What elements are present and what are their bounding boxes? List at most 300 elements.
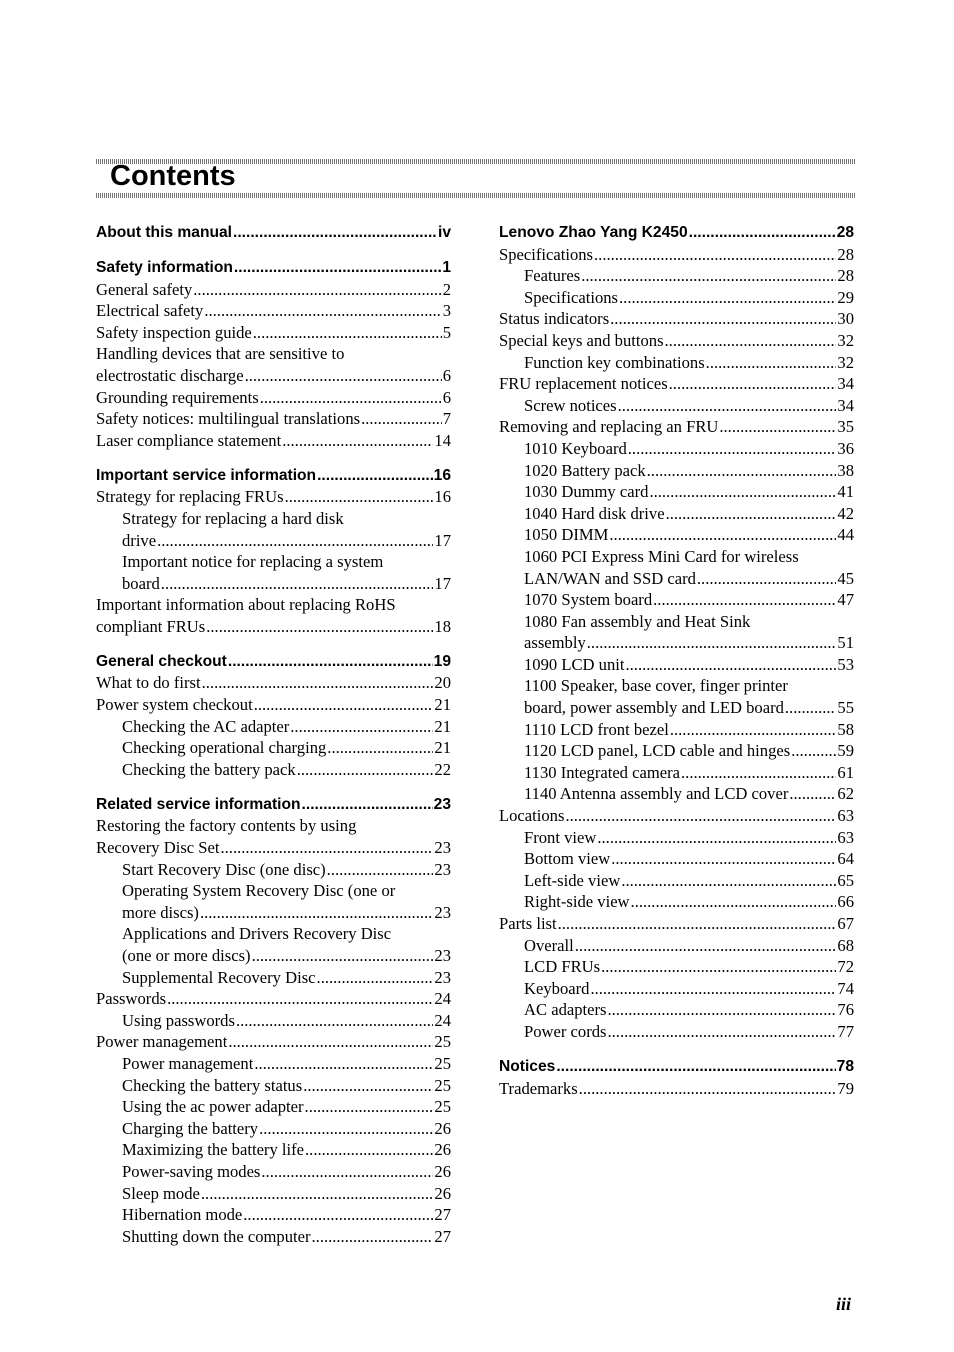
toc-subsection-link[interactable] xyxy=(96,1053,451,1075)
dot-leader xyxy=(302,794,433,816)
toc-page-number: 61 xyxy=(837,762,854,782)
toc-page-number: 34 xyxy=(837,374,854,394)
toc-subsection-link[interactable] xyxy=(96,716,451,738)
toc-page-number: 16 xyxy=(434,487,451,507)
toc-entry-title: Start Recovery Disc (one disc) xyxy=(122,859,326,879)
toc-section-link[interactable] xyxy=(96,616,451,638)
toc-entry-title-line: Restoring the factory contents by using xyxy=(96,816,357,836)
toc-section-link[interactable] xyxy=(96,694,451,716)
toc-entry-title: Laser compliance statement xyxy=(96,430,282,450)
toc-subsection-link[interactable] xyxy=(499,848,854,870)
dot-leader xyxy=(260,387,442,409)
toc-entry-title: 1020 Battery pack xyxy=(524,460,646,480)
toc-page-number: 29 xyxy=(837,287,854,307)
page-number: iii xyxy=(836,1294,852,1314)
toc-page-number: 26 xyxy=(434,1161,451,1181)
toc-entry-title: Status indicators xyxy=(499,309,610,329)
dot-leader xyxy=(312,1226,434,1248)
dot-leader xyxy=(317,465,433,487)
toc-subsection-link[interactable] xyxy=(499,935,854,957)
toc-section-link[interactable] xyxy=(96,1031,451,1053)
toc-entry-title: Bottom view xyxy=(524,849,611,869)
title-rule-bottom xyxy=(96,193,856,198)
toc-page-number: 5 xyxy=(442,322,451,342)
toc-subsection-link[interactable] xyxy=(96,1139,451,1161)
toc-entry-title: 1010 Keyboard xyxy=(524,438,627,458)
toc-subsection-link[interactable] xyxy=(499,460,854,482)
toc-section-link[interactable] xyxy=(499,913,854,935)
dot-leader xyxy=(327,859,434,881)
toc-section-link[interactable] xyxy=(96,430,451,452)
toc-entry-title-line: Important information about replacing RoHS xyxy=(96,595,396,615)
toc-entry-title: Electrical safety xyxy=(96,301,204,321)
toc-page-number: 26 xyxy=(434,1118,451,1138)
toc-section-link[interactable] xyxy=(96,837,451,859)
toc-subsection-link[interactable] xyxy=(96,573,451,595)
toc-chapter-link[interactable] xyxy=(499,222,854,244)
toc-subsection-link[interactable] xyxy=(499,1021,854,1043)
toc-entry-title: Safety information xyxy=(96,258,233,276)
toc-page-number: 17 xyxy=(434,530,451,550)
toc-subsection-link[interactable] xyxy=(96,1226,451,1248)
toc-page-number: 65 xyxy=(837,870,854,890)
toc-entry-title: Specifications xyxy=(499,244,594,264)
dot-leader xyxy=(706,352,837,374)
dot-leader xyxy=(254,694,434,716)
toc-section-link[interactable] xyxy=(96,279,451,301)
toc-entry-title: Locations xyxy=(499,806,565,826)
toc-subsection-link[interactable] xyxy=(96,1183,451,1205)
toc-subsection-link[interactable] xyxy=(499,503,854,525)
dot-leader xyxy=(252,945,434,967)
toc-section-link[interactable] xyxy=(499,244,854,266)
dot-leader xyxy=(161,573,434,595)
dot-leader xyxy=(608,1021,837,1043)
dot-leader xyxy=(167,988,433,1010)
toc-entry-title: Parts list xyxy=(499,914,557,933)
dot-leader xyxy=(228,651,433,673)
toc-page-number: 23 xyxy=(434,902,451,922)
dot-leader xyxy=(575,935,837,957)
toc-page-number: 26 xyxy=(434,1140,451,1160)
dot-leader xyxy=(587,632,837,654)
toc-page-number: 28 xyxy=(837,266,854,286)
toc-page-number: 35 xyxy=(837,417,854,437)
toc-entry-title: Checking the battery pack xyxy=(122,759,296,779)
toc-page-number: 21 xyxy=(434,716,451,736)
toc-entry-title: General checkout xyxy=(96,652,227,670)
dot-leader xyxy=(233,222,437,244)
page-title: Contents xyxy=(110,160,236,192)
toc-subsection-link[interactable] xyxy=(499,568,854,590)
toc-entry-title: 1090 LCD unit xyxy=(524,654,625,674)
dot-leader xyxy=(670,719,837,741)
toc-page-number: 32 xyxy=(837,352,854,372)
toc-entry-title: 1130 Integrated camera xyxy=(524,762,681,782)
dot-leader xyxy=(689,222,836,244)
toc-entry-title: What to do first xyxy=(96,673,201,693)
toc-subsection-link[interactable] xyxy=(96,902,451,924)
toc-section-link[interactable] xyxy=(96,672,451,694)
toc-page-number: 22 xyxy=(434,759,451,779)
toc-entry-title: 1050 DIMM xyxy=(524,525,609,545)
toc-section-link[interactable] xyxy=(499,1078,854,1100)
dot-leader xyxy=(558,913,837,935)
toc-entry-title: Power cords xyxy=(524,1021,607,1041)
toc-page-number: 64 xyxy=(837,849,854,869)
toc-page-number: 25 xyxy=(434,1075,451,1095)
toc-entry-title: Notices xyxy=(499,1057,556,1075)
dot-leader xyxy=(254,1053,433,1075)
dot-leader xyxy=(200,902,433,924)
toc-subsection-link[interactable] xyxy=(96,1010,451,1032)
dot-leader xyxy=(697,568,837,590)
toc-page-number: 63 xyxy=(837,806,854,826)
toc-subsection-link[interactable] xyxy=(499,438,854,460)
toc-entry-title: Supplemental Recovery Disc xyxy=(122,967,316,987)
toc-chapter-link[interactable] xyxy=(96,222,451,244)
dot-leader xyxy=(202,672,434,694)
toc-subsection-link[interactable] xyxy=(499,395,854,417)
dot-leader xyxy=(681,762,836,784)
toc-section-link[interactable] xyxy=(499,373,854,395)
toc-entry-title: Checking the battery status xyxy=(122,1075,303,1095)
toc-subsection-link[interactable] xyxy=(499,783,854,805)
toc-subsection-link[interactable] xyxy=(96,737,451,759)
toc-subsection-link[interactable] xyxy=(499,891,854,913)
dot-leader xyxy=(234,257,441,279)
toc-entry-title: Power system checkout xyxy=(96,695,253,715)
toc-entry-title-line: 1080 Fan assembly and Heat Sink xyxy=(524,611,751,631)
dot-leader xyxy=(193,279,441,301)
toc-subsection-link[interactable] xyxy=(499,632,854,654)
toc-subsection-link[interactable] xyxy=(499,870,854,892)
toc-page-number: 6 xyxy=(442,387,451,407)
toc-entry-title-line: Handling devices that are sensitive to xyxy=(96,344,345,364)
toc-entry-title: Strategy for replacing FRUs xyxy=(96,487,284,507)
toc-page-number: 68 xyxy=(837,935,854,955)
dot-leader xyxy=(621,870,836,892)
toc-page-number: 18 xyxy=(434,616,451,636)
toc-page-number: 77 xyxy=(837,1021,854,1041)
toc-section-link[interactable] xyxy=(96,300,451,322)
toc-chapter-link[interactable] xyxy=(96,465,451,487)
toc-entry-title: LCD FRUs xyxy=(524,957,601,977)
toc-entry-title: Related service information xyxy=(96,795,301,813)
toc-entry-title: board, power assembly and LED board xyxy=(524,698,784,718)
toc-page-number: 23 xyxy=(434,859,451,879)
toc-entry-title-line: Important notice for replacing a system xyxy=(122,552,384,572)
toc-page-number: 72 xyxy=(837,957,854,977)
dot-leader xyxy=(297,759,434,781)
toc-entry-title: more discs) xyxy=(122,902,199,922)
dot-leader xyxy=(607,999,836,1021)
toc-page-number: 27 xyxy=(434,1226,451,1246)
toc-page-number: 38 xyxy=(837,460,854,480)
toc-page-number: 78 xyxy=(836,1057,854,1075)
dot-leader xyxy=(305,1096,434,1118)
toc-subsection-link[interactable] xyxy=(96,1204,451,1226)
toc-section-link[interactable] xyxy=(96,365,451,387)
dot-leader xyxy=(261,1161,433,1183)
toc-entry-title: Power-saving modes xyxy=(122,1161,261,1181)
toc-page-number: 67 xyxy=(837,914,854,933)
dot-leader xyxy=(253,322,442,344)
dot-leader xyxy=(628,438,837,460)
toc-subsection-link[interactable] xyxy=(499,287,854,309)
dot-leader xyxy=(290,716,433,738)
toc-subsection-link[interactable] xyxy=(499,654,854,676)
dot-leader xyxy=(619,287,836,309)
toc-page-number: 28 xyxy=(837,244,854,264)
toc-entry-title: Right-side view xyxy=(524,892,630,912)
toc-page-number: 24 xyxy=(434,989,451,1009)
toc-entry-title: Function key combinations xyxy=(524,352,705,372)
toc-section-link[interactable] xyxy=(96,486,451,508)
toc-page-number: 14 xyxy=(434,430,451,450)
toc-section-link[interactable] xyxy=(96,387,451,409)
dot-leader xyxy=(221,837,434,859)
dot-leader xyxy=(609,524,836,546)
dot-leader xyxy=(649,481,836,503)
toc-entry-title: drive xyxy=(122,530,157,550)
toc-entry-title: Maximizing the battery life xyxy=(122,1140,305,1160)
dot-leader xyxy=(581,265,836,287)
toc-section-link[interactable] xyxy=(499,330,854,352)
toc-entry-title: 1070 System board xyxy=(524,590,653,610)
toc-page-number: iv xyxy=(437,224,451,241)
toc-chapter-link[interactable] xyxy=(96,257,451,279)
toc-subsection-link[interactable] xyxy=(499,978,854,1000)
toc-entry-title: (one or more discs) xyxy=(122,945,251,965)
toc-entry-title: Important service information xyxy=(96,466,317,484)
toc-page-number: 24 xyxy=(434,1010,451,1030)
toc-page-number: 21 xyxy=(434,695,451,715)
dot-leader xyxy=(317,967,434,989)
toc-entry-title: Power management xyxy=(122,1053,254,1073)
toc-page-number: 23 xyxy=(434,945,451,965)
dot-leader xyxy=(666,503,837,525)
toc-left-column xyxy=(96,222,451,1247)
toc-subsection-link[interactable] xyxy=(499,697,854,719)
toc-entry-title: 1120 LCD panel, LCD cable and hinges xyxy=(524,741,791,761)
toc-page-number: 25 xyxy=(434,1053,451,1073)
toc-page-number: 45 xyxy=(837,568,854,588)
dot-leader xyxy=(626,654,837,676)
toc-page-number: 58 xyxy=(837,719,854,739)
toc-page-number: 7 xyxy=(442,409,451,429)
dot-leader xyxy=(653,589,836,611)
toc-page-number: 23 xyxy=(434,967,451,987)
toc-chapter-link[interactable] xyxy=(96,651,451,673)
dot-leader xyxy=(647,460,837,482)
toc-entry-title: Front view xyxy=(524,827,597,847)
toc-subsection-link[interactable] xyxy=(96,859,451,881)
dot-leader xyxy=(631,891,837,913)
toc-entry-title: 1030 Dummy card xyxy=(524,482,649,502)
dot-leader xyxy=(785,697,837,719)
dot-leader xyxy=(791,740,836,762)
toc-page-number: 25 xyxy=(434,1032,451,1052)
toc-page-number: 66 xyxy=(837,892,854,912)
toc-subsection-link[interactable] xyxy=(96,967,451,989)
toc-entry-title: 1110 LCD front bezel xyxy=(524,719,669,739)
toc-entry-title: assembly xyxy=(524,633,586,653)
toc-page-number: 51 xyxy=(837,633,854,653)
toc-entry-title: Charging the battery xyxy=(122,1118,259,1138)
toc-subsection-link[interactable] xyxy=(96,1075,451,1097)
toc-subsection-link[interactable] xyxy=(96,530,451,552)
toc-page-number: 17 xyxy=(434,573,451,593)
toc-page-number: 55 xyxy=(837,698,854,718)
toc-entry-title: 1040 Hard disk drive xyxy=(524,503,665,523)
toc-entry-title: Special keys and buttons xyxy=(499,330,664,350)
toc-page-number: 23 xyxy=(433,795,451,813)
toc-entry-title: Shutting down the computer xyxy=(122,1226,311,1246)
toc-section-link[interactable] xyxy=(96,408,451,430)
toc-entry-title: Using the ac power adapter xyxy=(122,1097,304,1117)
dot-leader xyxy=(594,244,836,266)
dot-leader xyxy=(611,848,836,870)
toc-entry-title: Checking the AC adapter xyxy=(122,716,290,736)
toc-subsection-link[interactable] xyxy=(96,759,451,781)
toc-page-number: 63 xyxy=(837,827,854,847)
toc-entry-title: Checking operational charging xyxy=(122,738,327,758)
toc-subsection-link[interactable] xyxy=(499,827,854,849)
toc-entry-title: About this manual xyxy=(96,224,233,241)
toc-page-number: 44 xyxy=(837,525,854,545)
dot-leader xyxy=(228,1031,433,1053)
toc-page-number: 30 xyxy=(837,309,854,329)
toc-page-number: 23 xyxy=(434,838,451,857)
toc-page-number: 36 xyxy=(837,438,854,458)
dot-leader xyxy=(305,1139,433,1161)
dot-leader xyxy=(719,416,836,438)
toc-section-link[interactable] xyxy=(96,988,451,1010)
toc-subsection-link[interactable] xyxy=(499,265,854,287)
toc-entry-title: Features xyxy=(524,266,581,286)
toc-entry-title: Left-side view xyxy=(524,870,621,890)
toc-page-number: 42 xyxy=(837,503,854,523)
toc-subsection-link[interactable] xyxy=(499,589,854,611)
dot-leader xyxy=(259,1118,433,1140)
toc-entry-title: FRU replacement notices xyxy=(499,374,668,394)
toc-page-number: 74 xyxy=(837,978,854,998)
toc-entry-title: Removing and replacing an FRU xyxy=(499,417,719,437)
toc-subsection-link[interactable] xyxy=(499,740,854,762)
toc-subsection-link[interactable] xyxy=(96,1161,451,1183)
toc-entry-title: Screw notices xyxy=(524,395,617,415)
toc-entry-title-line: 1100 Speaker, base cover, finger printer xyxy=(524,676,788,696)
toc-page-number: 20 xyxy=(434,673,451,693)
toc-subsection-link[interactable] xyxy=(499,999,854,1021)
toc-entry-title: board xyxy=(122,573,160,593)
toc-page-number: 28 xyxy=(836,224,854,241)
dot-leader xyxy=(361,408,442,430)
toc-entry-title: Trademarks xyxy=(499,1078,578,1098)
toc-page-number: 32 xyxy=(837,330,854,350)
toc-page-number: 26 xyxy=(434,1183,451,1203)
toc-subsection-link[interactable] xyxy=(96,1118,451,1140)
toc-page-number: 76 xyxy=(837,1000,854,1020)
toc-right-column xyxy=(499,222,854,1099)
toc-entry-title: electrostatic discharge xyxy=(96,365,244,385)
dot-leader xyxy=(579,1078,837,1100)
toc-page-number: 34 xyxy=(837,395,854,415)
dot-leader xyxy=(206,616,433,638)
toc-entry-title: Specifications xyxy=(524,287,619,307)
toc-section-link[interactable] xyxy=(499,805,854,827)
toc-entry-title: Sleep mode xyxy=(122,1183,200,1203)
toc-page-number: 25 xyxy=(434,1097,451,1117)
toc-page-number: 1 xyxy=(442,258,451,276)
toc-subsection-link[interactable] xyxy=(499,762,854,784)
dot-leader xyxy=(669,373,837,395)
dot-leader xyxy=(201,1183,434,1205)
dot-leader xyxy=(665,330,837,352)
toc-page-number: 53 xyxy=(837,654,854,674)
toc-subsection-link[interactable] xyxy=(96,945,451,967)
toc-subsection-link[interactable] xyxy=(96,1096,451,1118)
toc-page-number: 21 xyxy=(434,738,451,758)
toc-subsection-link[interactable] xyxy=(499,524,854,546)
dot-leader xyxy=(327,737,433,759)
toc-section-link[interactable] xyxy=(96,322,451,344)
dot-leader xyxy=(789,783,836,805)
dot-leader xyxy=(157,530,433,552)
toc-entry-title: Overall xyxy=(524,935,574,955)
toc-entry-title: Lenovo Zhao Yang K2450 xyxy=(499,224,688,241)
toc-entry-title: General safety xyxy=(96,279,193,299)
toc-entry-title: compliant FRUs xyxy=(96,616,206,636)
toc-entry-title: Keyboard xyxy=(524,978,590,998)
toc-page-number: 47 xyxy=(837,590,854,610)
dot-leader xyxy=(245,365,442,387)
toc-entry-title: Safety notices: multilingual translations xyxy=(96,409,361,429)
toc-page-number: 3 xyxy=(442,301,451,321)
toc-subsection-link[interactable] xyxy=(499,352,854,374)
toc-section-link[interactable] xyxy=(499,308,854,330)
toc-page-number: 6 xyxy=(442,365,451,385)
toc-entry-title-line: Applications and Drivers Recovery Disc xyxy=(122,924,392,944)
toc-entry-title: 1140 Antenna assembly and LCD cover xyxy=(524,784,789,804)
toc-section-link[interactable] xyxy=(499,416,854,438)
toc-entry-title: Grounding requirements xyxy=(96,387,259,407)
toc-entry-title-line: 1060 PCI Express Mini Card for wireless xyxy=(524,546,799,566)
toc-entry-title: LAN/WAN and SSD card xyxy=(524,568,696,588)
dot-leader xyxy=(565,805,836,827)
toc-entry-title-line: Operating System Recovery Disc (one or xyxy=(122,881,396,901)
dot-leader xyxy=(204,300,441,322)
toc-chapter-link[interactable] xyxy=(96,794,451,816)
toc-subsection-link[interactable] xyxy=(499,719,854,741)
toc-subsection-link[interactable] xyxy=(499,956,854,978)
dot-leader xyxy=(597,827,836,849)
toc-page-number: 2 xyxy=(442,279,451,299)
dot-leader xyxy=(236,1010,433,1032)
dot-leader xyxy=(282,430,433,452)
dot-leader xyxy=(285,486,434,508)
toc-entry-title: Safety inspection guide xyxy=(96,322,252,342)
toc-entry-title: Hibernation mode xyxy=(122,1205,243,1225)
toc-page-number: 16 xyxy=(433,466,451,484)
toc-entry-title: Recovery Disc Set xyxy=(96,838,220,857)
toc-entry-title: Passwords xyxy=(96,989,167,1009)
toc-chapter-link[interactable] xyxy=(499,1056,854,1078)
toc-subsection-link[interactable] xyxy=(499,481,854,503)
dot-leader xyxy=(618,395,837,417)
toc-page-number: 19 xyxy=(433,652,451,670)
